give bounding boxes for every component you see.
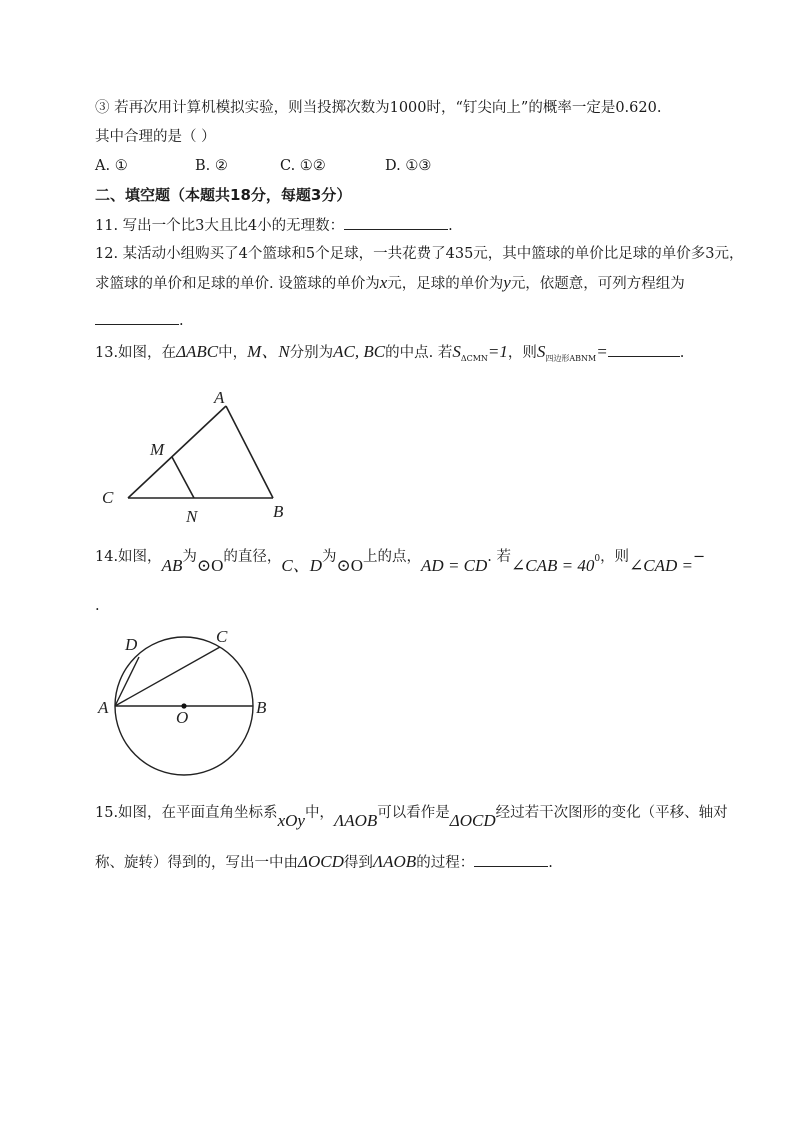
q14-text-4: 为 bbox=[322, 548, 337, 565]
var-x: x bbox=[379, 273, 388, 292]
q14-text-6: . 若 bbox=[487, 548, 511, 565]
q15-text-1: 15.如图，在平面直角坐标系 bbox=[95, 805, 278, 821]
angle-cad: ∠CAD = bbox=[629, 555, 694, 575]
q13-text-5: ，则 bbox=[507, 345, 537, 361]
label-b: B bbox=[273, 502, 284, 521]
q13-end: . bbox=[679, 345, 685, 361]
q15-text-7: 的过程： bbox=[416, 855, 475, 871]
q13-text-1: 13.如图，在 bbox=[95, 345, 177, 361]
q14-text-2: 为 bbox=[182, 548, 197, 565]
q12-text-c: 元，依题意，可列方程组为 bbox=[510, 276, 685, 292]
q12-line-1: 12. 某活动小组购买了4个篮球和5个足球，一共花费了435元，其中篮球的单价比足球的单价多3元， bbox=[95, 246, 744, 262]
q12-answer-line bbox=[95, 310, 184, 331]
section-heading: 二、填空题（本题共18分，每题3分） bbox=[95, 186, 352, 204]
circle-o-2: ⊙O bbox=[336, 555, 364, 575]
option-c: C. ①② bbox=[280, 158, 326, 174]
q15-text-4: 经过若干次图形的变化（平移、轴对 bbox=[495, 805, 728, 821]
q13-text-2: 中， bbox=[218, 345, 248, 361]
option-a: A. ① bbox=[95, 158, 128, 174]
q14-text-7: ，则 bbox=[600, 548, 630, 565]
q13 bbox=[95, 342, 684, 369]
label-m: M bbox=[150, 440, 165, 459]
q14-text-5: 上的点， bbox=[363, 548, 422, 565]
q13-text-3: 分别为 bbox=[289, 345, 334, 361]
triangle-abc: ΔABC bbox=[176, 342, 219, 361]
q14-circle-figure bbox=[90, 620, 290, 790]
q13-text-4: 的中点. 若 bbox=[385, 345, 453, 361]
q12-text-a: 求篮球的单价和足球的单价. 设篮球的单价为 bbox=[95, 276, 380, 292]
q15-text-6: 得到 bbox=[343, 855, 373, 871]
q12-end: . bbox=[179, 313, 184, 329]
degree-mark: 0 bbox=[594, 554, 601, 564]
answer-blank bbox=[474, 852, 548, 867]
label-a: A bbox=[214, 388, 225, 407]
q15-line-2 bbox=[95, 852, 553, 873]
segments-ac-bc: AC, BC bbox=[333, 342, 386, 361]
answer-blank bbox=[344, 215, 448, 230]
points-cd: C、D bbox=[281, 555, 322, 575]
q12-line-2 bbox=[95, 273, 685, 294]
label-d: D bbox=[125, 635, 138, 654]
option-b: B. ② bbox=[195, 158, 228, 174]
option-d: D. ①③ bbox=[385, 158, 432, 174]
answer-blank bbox=[608, 342, 680, 357]
q14-dash: − bbox=[693, 548, 706, 565]
q15-text-5: 称、旋转）得到的，写出一中由 bbox=[95, 855, 298, 871]
label-c: C bbox=[216, 627, 228, 646]
q14-text-1: 14.如图， bbox=[95, 548, 162, 565]
q11-end: . bbox=[448, 218, 453, 234]
q15-text-3: 可以看作是 bbox=[377, 805, 450, 821]
q15-end: . bbox=[548, 855, 553, 871]
q12-text-b: 元，足球的单价为 bbox=[387, 276, 504, 292]
segment-ab: AB bbox=[161, 555, 183, 575]
triangle-ocd-2: ΔOCD bbox=[298, 852, 344, 871]
q14-text-3: 的直径， bbox=[223, 548, 282, 565]
circle-o: ⊙O bbox=[196, 555, 224, 575]
label-b: B bbox=[256, 698, 267, 717]
equation-ad-cd: AD = CD bbox=[421, 555, 488, 575]
q10-options bbox=[95, 156, 431, 176]
q13-triangle-figure bbox=[90, 385, 310, 530]
q10-statement-3: ③ 若再次用计算机模拟实验，则当投掷次数为1000时，“钉尖向上”的概率一定是0.620. bbox=[95, 100, 662, 116]
label-n: N bbox=[186, 507, 198, 526]
triangle-aob: ΛAOB bbox=[333, 811, 378, 830]
label-o: O bbox=[176, 708, 189, 727]
area-s-cmn-sub: ΔCMN bbox=[460, 353, 488, 363]
q15-line-1 bbox=[95, 802, 728, 830]
area-s-abnm: S bbox=[536, 342, 546, 361]
q10-prompt: 其中合理的是（ ） bbox=[95, 129, 216, 145]
triangle-ocd: ΔOCD bbox=[449, 811, 496, 830]
area-s-cmn: S bbox=[452, 342, 461, 361]
points-mn: M、N bbox=[247, 342, 290, 361]
angle-cab: ∠CAB = 40 bbox=[511, 555, 595, 575]
area-eq-2: = bbox=[596, 342, 608, 361]
area-eq-1: =1 bbox=[487, 342, 508, 361]
triangle-aob-2: ΛAOB bbox=[372, 852, 417, 871]
label-a: A bbox=[98, 698, 109, 717]
var-y: y bbox=[503, 273, 511, 292]
q11 bbox=[95, 215, 453, 236]
q11-text: 11. 写出一个比3大且比4小的无理数： bbox=[95, 218, 345, 234]
q14 bbox=[95, 543, 706, 575]
q14-end: . bbox=[95, 598, 100, 614]
answer-blank bbox=[95, 310, 179, 325]
q15-text-2: 中， bbox=[304, 805, 334, 821]
label-c: C bbox=[102, 488, 114, 507]
coord-xoy: xOy bbox=[277, 811, 305, 830]
area-s-abnm-sub: 四边形ABNM bbox=[545, 353, 597, 363]
